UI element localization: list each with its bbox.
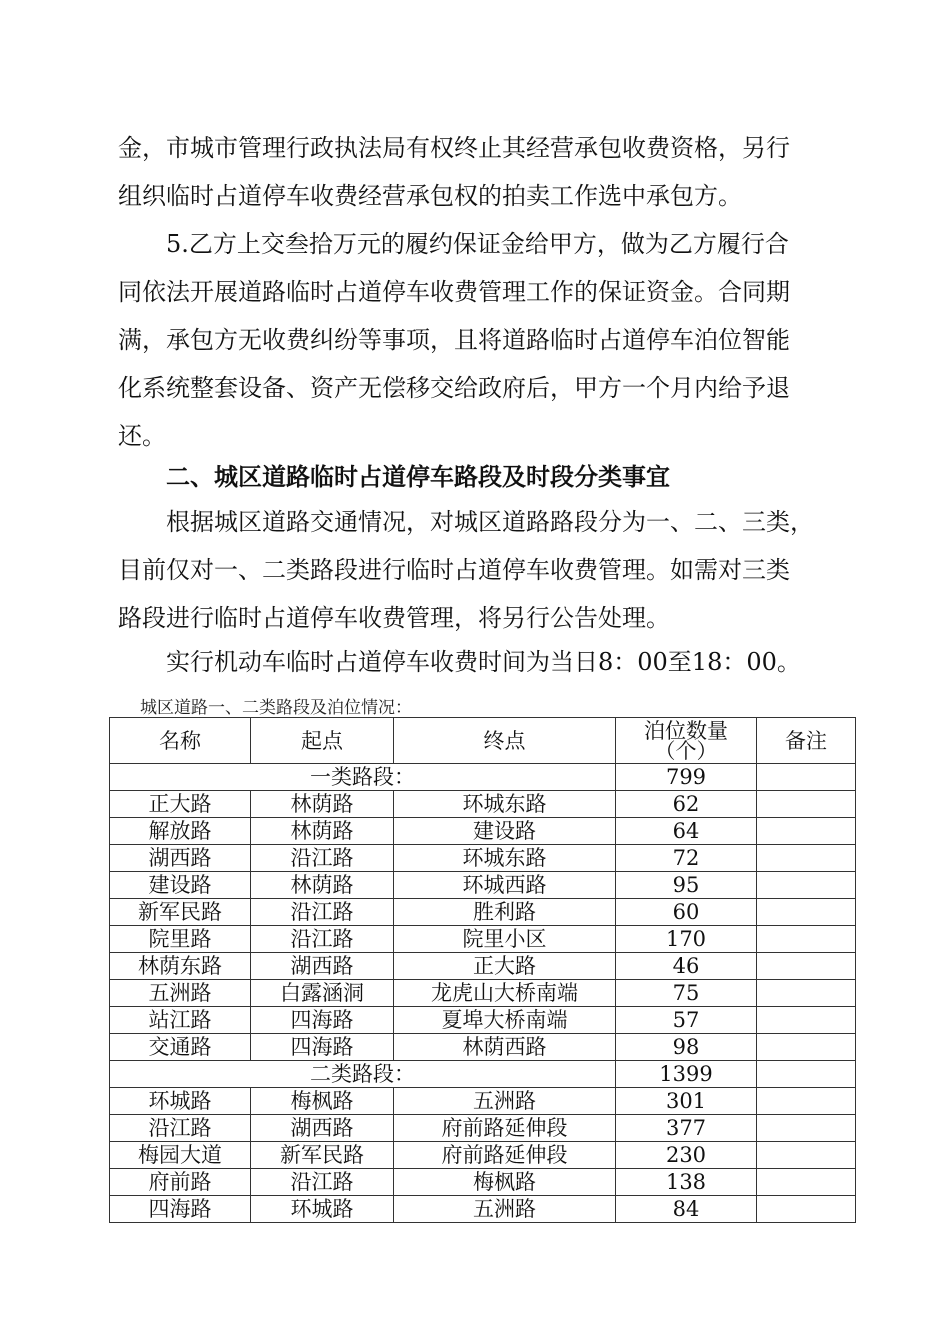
cell-note <box>757 845 856 872</box>
cell-name: 建设路 <box>110 872 251 899</box>
cell-count: 84 <box>616 1196 757 1223</box>
cell-start: 林荫路 <box>251 872 394 899</box>
cell-note <box>757 980 856 1007</box>
cell-count: 64 <box>616 818 757 845</box>
table-row <box>110 872 856 899</box>
cell-start: 白露涵洞 <box>251 980 394 1007</box>
cell-end: 府前路延伸段 <box>394 1142 616 1169</box>
cell-start: 梅枫路 <box>251 1088 394 1115</box>
parking-table <box>109 717 856 1223</box>
table-caption: 城区道路一、二类路段及泊位情况： <box>140 698 412 718</box>
text-line: 还。 <box>118 422 166 450</box>
group-row <box>110 1061 856 1088</box>
cell-count: 138 <box>616 1169 757 1196</box>
cell-note <box>757 1142 856 1169</box>
cell-name: 站江路 <box>110 1007 251 1034</box>
group-total: 799 <box>616 764 757 791</box>
cell-name: 沿江路 <box>110 1115 251 1142</box>
cell-name: 湖西路 <box>110 845 251 872</box>
cell-name: 梅园大道 <box>110 1142 251 1169</box>
table-row <box>110 1115 856 1142</box>
header-start: 起点 <box>251 718 394 764</box>
text-line: 组织临时占道停车收费经营承包权的拍卖工作选中承包方。 <box>118 182 742 210</box>
cell-start: 林荫路 <box>251 818 394 845</box>
cell-end: 环城东路 <box>394 845 616 872</box>
text-line: 实行机动车临时占道停车收费时间为当日8：00至18：00。 <box>166 648 801 676</box>
group-note <box>757 764 856 791</box>
cell-end: 胜利路 <box>394 899 616 926</box>
cell-end: 五洲路 <box>394 1196 616 1223</box>
text-line: 化系统整套设备、资产无偿移交给政府后，甲方一个月内给予退 <box>118 374 790 402</box>
text-line: 金，市城市管理行政执法局有权终止其经营承包收费资格，另行 <box>118 134 790 162</box>
cell-start: 四海路 <box>251 1007 394 1034</box>
header-count-line2: （个） <box>654 738 718 763</box>
cell-count: 46 <box>616 953 757 980</box>
table-row <box>110 1142 856 1169</box>
group-row <box>110 764 856 791</box>
cell-count: 60 <box>616 899 757 926</box>
group-label: 二类路段： <box>110 1061 616 1088</box>
table-row <box>110 845 856 872</box>
group-label: 一类路段： <box>110 764 616 791</box>
cell-name: 四海路 <box>110 1196 251 1223</box>
table-row <box>110 1196 856 1223</box>
table-row <box>110 1088 856 1115</box>
table-row <box>110 953 856 980</box>
section-heading: 二、城区道路临时占道停车路段及时段分类事宜 <box>166 463 670 491</box>
cell-name: 林荫东路 <box>110 953 251 980</box>
cell-name: 五洲路 <box>110 980 251 1007</box>
cell-name: 院里路 <box>110 926 251 953</box>
text-line: 5.乙方上交叁拾万元的履约保证金给甲方，做为乙方履行合 <box>166 230 789 258</box>
cell-name: 解放路 <box>110 818 251 845</box>
text-line: 路段进行临时占道停车收费管理，将另行公告处理。 <box>118 604 670 632</box>
cell-name: 环城路 <box>110 1088 251 1115</box>
table-body <box>110 764 856 1223</box>
cell-count: 75 <box>616 980 757 1007</box>
cell-name: 交通路 <box>110 1034 251 1061</box>
header-count-line1: 泊位数量 <box>644 718 728 743</box>
cell-start: 新军民路 <box>251 1142 394 1169</box>
cell-start: 湖西路 <box>251 953 394 980</box>
table-row <box>110 791 856 818</box>
cell-name: 正大路 <box>110 791 251 818</box>
cell-start: 沿江路 <box>251 926 394 953</box>
cell-name: 新军民路 <box>110 899 251 926</box>
cell-end: 院里小区 <box>394 926 616 953</box>
cell-note <box>757 818 856 845</box>
cell-start: 沿江路 <box>251 845 394 872</box>
cell-note <box>757 899 856 926</box>
cell-count: 62 <box>616 791 757 818</box>
cell-count: 57 <box>616 1007 757 1034</box>
text-line: 满，承包方无收费纠纷等事项，且将道路临时占道停车泊位智能 <box>118 326 790 354</box>
cell-note <box>757 1196 856 1223</box>
cell-note <box>757 1007 856 1034</box>
paragraph-deposit-forfeit <box>118 124 858 220</box>
table-row <box>110 926 856 953</box>
header-name: 名称 <box>110 718 251 764</box>
cell-count: 377 <box>616 1115 757 1142</box>
table-row <box>110 1007 856 1034</box>
table-header-row <box>110 718 856 764</box>
cell-count: 98 <box>616 1034 757 1061</box>
cell-start: 沿江路 <box>251 899 394 926</box>
paragraph-road-classification <box>118 498 858 642</box>
cell-note <box>757 1034 856 1061</box>
header-note: 备注 <box>757 718 856 764</box>
cell-note <box>757 791 856 818</box>
cell-count: 72 <box>616 845 757 872</box>
table-row <box>110 980 856 1007</box>
cell-note <box>757 1088 856 1115</box>
cell-end: 龙虎山大桥南端 <box>394 980 616 1007</box>
cell-name: 府前路 <box>110 1169 251 1196</box>
cell-count: 301 <box>616 1088 757 1115</box>
cell-start: 四海路 <box>251 1034 394 1061</box>
header-end: 终点 <box>394 718 616 764</box>
cell-end: 夏埠大桥南端 <box>394 1007 616 1034</box>
cell-start: 沿江路 <box>251 1169 394 1196</box>
table-row <box>110 1034 856 1061</box>
cell-note <box>757 872 856 899</box>
cell-count: 95 <box>616 872 757 899</box>
cell-count: 230 <box>616 1142 757 1169</box>
cell-end: 环城西路 <box>394 872 616 899</box>
cell-end: 五洲路 <box>394 1088 616 1115</box>
cell-note <box>757 953 856 980</box>
cell-note <box>757 1115 856 1142</box>
cell-note <box>757 1169 856 1196</box>
table-row <box>110 899 856 926</box>
cell-end: 林荫西路 <box>394 1034 616 1061</box>
header-count <box>616 718 757 764</box>
table-row <box>110 818 856 845</box>
cell-start: 湖西路 <box>251 1115 394 1142</box>
cell-note <box>757 926 856 953</box>
group-total: 1399 <box>616 1061 757 1088</box>
cell-start: 环城路 <box>251 1196 394 1223</box>
cell-count: 170 <box>616 926 757 953</box>
paragraph-charging-hours <box>118 638 858 686</box>
text-line: 根据城区道路交通情况，对城区道路路段分为一、二、三类， <box>166 508 814 536</box>
cell-end: 环城东路 <box>394 791 616 818</box>
cell-end: 府前路延伸段 <box>394 1115 616 1142</box>
cell-end: 建设路 <box>394 818 616 845</box>
text-line: 同依法开展道路临时占道停车收费管理工作的保证资金。合同期 <box>118 278 790 306</box>
text-line: 目前仅对一、二类路段进行临时占道停车收费管理。如需对三类 <box>118 556 790 584</box>
group-note <box>757 1061 856 1088</box>
paragraph-performance-bond <box>118 220 858 460</box>
table-row <box>110 1169 856 1196</box>
cell-end: 正大路 <box>394 953 616 980</box>
cell-end: 梅枫路 <box>394 1169 616 1196</box>
cell-start: 林荫路 <box>251 791 394 818</box>
